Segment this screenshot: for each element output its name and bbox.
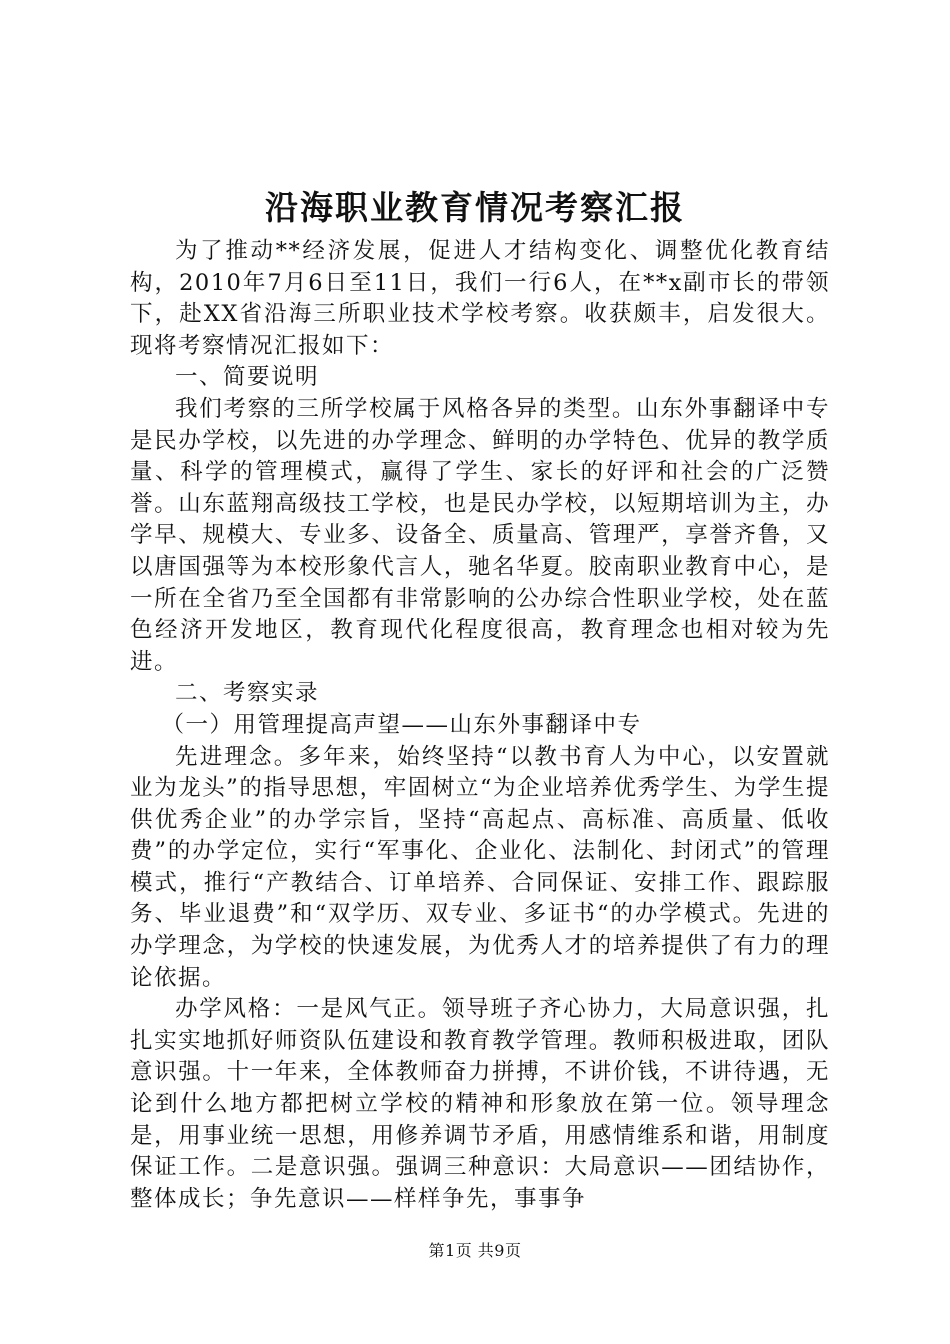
subsection-heading-1: （一）用管理提高声望——山东外事翻译中专 [161, 711, 642, 738]
paragraph-summary: 我们考察的三所学校属于风格各异的类型。山东外事翻译中专是民办学校，以先进的办学理念、鲜明的办学特色、优异的教学质量、科学的管理模式，赢得了学生、家长的好评和社会的广泛赞誉。山东蓝翔高级技工学校，也是民办学校，以短期培训为主，办学早、规模大、专业多、设备全、质量高、管理严，享誉齐鲁，又以唐国强等为本校形象代言人，驰名华夏。胶南职业教育中心，是一所在全省乃至全国都有非常影响的公办综合性职业学校，处在蓝色经济开发地区，教育现代化程度很高，教育理念也相对较为先进。 [130, 395, 830, 675]
paragraph-style: 办学风格：一是风气正。领导班子齐心协力，大局意识强，扎扎实实地抓好师资队伍建设和教育教学管理。教师积极进取，团队意识强。十一年来，全体教师奋力拼搏，不讲价钱，不讲待遇，无论到什么地方都把树立学校的精神和形象放在第一位。领导理念是，用事业统一思想，用修养调节矛盾，用感情维系和谐，用制度保证工作。二是意识强。强调三种意识：大局意识——团结协作，整体成长；争先意识——样样争先，事事争 [130, 996, 830, 1212]
paragraph-philosophy: 先进理念。多年来，始终坚持“以教书育人为中心，以安置就业为龙头”的指导思想，牢固树立“为企业培养优秀学生、为学生提供优秀企业”的办学宗旨，坚持“高起点、高标准、高质量、低收费”的办学定位，实行“军事化、企业化、法制化、封闭式”的管理模式，推行“产教结合、订单培养、合同保证、安排工作、跟踪服务、毕业退费”和“双学历、双专业、多证书“的办学模式。先进的办学理念，为学校的快速发展，为优秀人才的培养提供了有力的理论依据。 [130, 743, 830, 991]
page-number-footer: 第1页 共9页 [428, 1241, 522, 1260]
document-body [130, 236, 830, 1215]
document-title: 沿海职业教育情况考察汇报 [265, 188, 685, 227]
section-heading-2: 二、考察实录 [175, 680, 320, 707]
paragraph-intro: 为了推动**经济发展，促进人才结构变化、调整优化教育结构，2010年7月6日至11日，我们一行6人，在**x副市长的带领下，赴XX省沿海三所职业技术学校考察。收获颇丰，启发很大。现将考察情况汇报如下： [130, 238, 830, 359]
section-heading-1: 一、简要说明 [175, 364, 320, 391]
